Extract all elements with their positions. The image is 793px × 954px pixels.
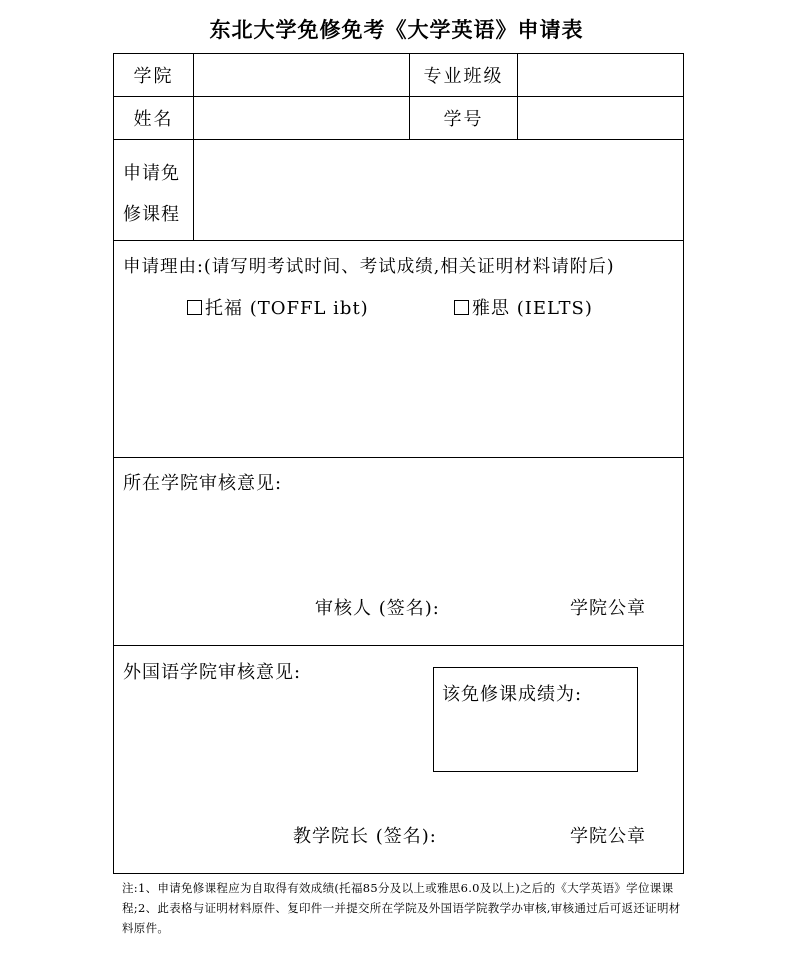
ielts-option-label: 雅思 (IELTS) [472, 298, 593, 319]
college-stamp-label: 学院公章 [570, 598, 646, 619]
application-form [113, 53, 684, 874]
major-class-label: 专业班级 [423, 66, 504, 87]
course-label-line1: 申请免 [123, 163, 180, 184]
reason-field[interactable] [114, 314, 684, 456]
student-id-label: 学号 [443, 109, 484, 130]
college-review-label: 所在学院审核意见: [123, 473, 283, 494]
college-label: 学院 [133, 66, 174, 87]
toefl-checkbox[interactable] [187, 300, 202, 315]
name-field[interactable] [194, 97, 409, 139]
major-class-field[interactable] [518, 54, 684, 96]
foreign-stamp-label: 学院公章 [570, 826, 646, 847]
toefl-option-label: 托福 (TOFFL ibt) [205, 298, 369, 319]
form-title: 东北大学免修免考《大学英语》申请表 [209, 18, 584, 42]
reason-label: 申请理由:(请写明考试时间、考试成绩,相关证明材料请附后) [123, 257, 615, 277]
score-box[interactable] [433, 667, 638, 772]
reviewer-signature-label: 审核人 (签名): [315, 598, 440, 619]
course-label-line2: 修课程 [123, 204, 180, 225]
row-divider [114, 240, 683, 241]
footnote: 注:1、申请免修课程应为自取得有效成绩(托福85分及以上或雅思6.0及以上)之后的《大学英语》学位课课程;2、此表格与证明材料原件、复印件一并提交所在学院及外国语学院教学办审核,审核通过后可返还证明材料原件。 [122, 881, 681, 935]
dean-signature-label: 教学院长 (签名): [293, 826, 437, 847]
row-divider [114, 457, 683, 458]
foreign-review-label: 外国语学院审核意见: [123, 662, 302, 683]
college-field[interactable] [194, 54, 409, 96]
name-label: 姓名 [133, 109, 174, 130]
score-label: 该免修课成绩为: [442, 684, 583, 705]
ielts-checkbox[interactable] [454, 300, 469, 315]
student-id-field[interactable] [518, 97, 684, 139]
row-divider [114, 645, 683, 646]
course-field[interactable] [194, 140, 684, 240]
